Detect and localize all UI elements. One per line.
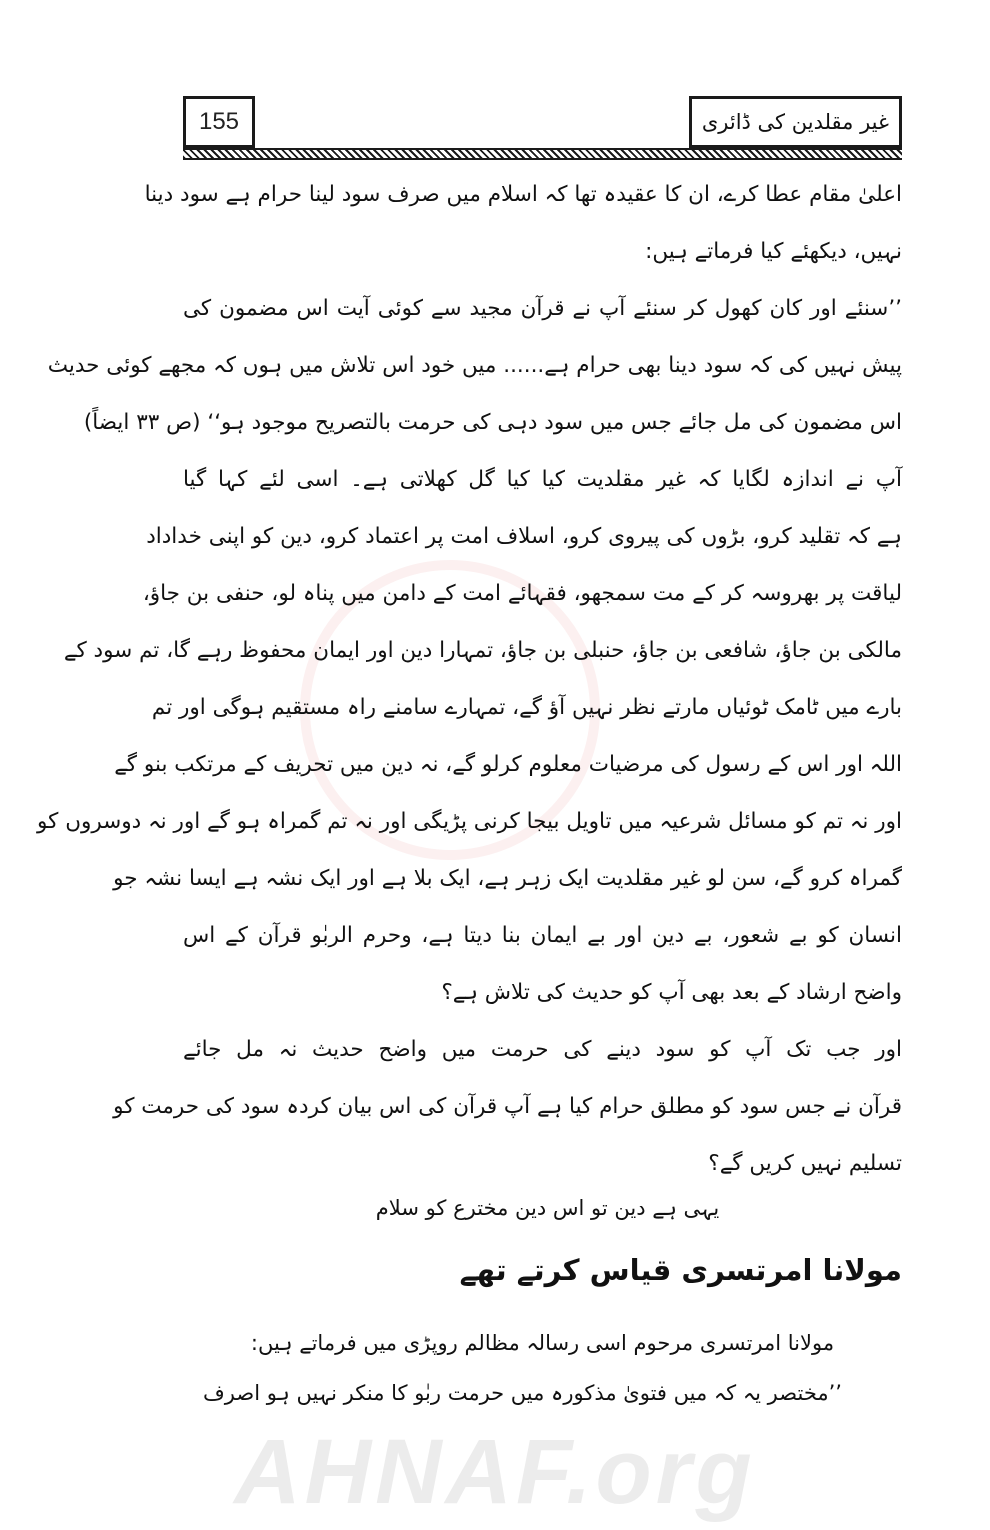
running-title: غیر مقلدین کی ڈائری [689,96,902,148]
section-line: ’’مختصر یہ کہ میں فتویٰ مذکورہ میں حرمت ربٰو کا منکر نہیں ہو اصرف [203,1381,842,1405]
page-number: 155 [183,96,255,148]
body-line: ہے کہ تقلید کرو، بڑوں کی پیروی کرو، اسلاف امت پر اعتماد کرو، دین کو اپنی خداداد [146,524,902,549]
body-text [37,166,902,1192]
section-line: مولانا امرتسری مرحوم اسی رسالہ مظالم روپڑی میں فرماتے ہیں: [250,1331,835,1355]
body-line: اس مضمون کی مل جائے جس میں سود دہی کی حرمت بالتصریح موجود ہو‘‘ (ص ۳۳ ایضاً) [83,410,902,435]
body-line: واضح ارشاد کے بعد بھی آپ کو حدیث کی تلاش ہے؟ [441,980,902,1005]
section-text [183,1318,902,1418]
header-divider [183,148,902,160]
body-line: ’’سنئے اور کان کھول کر سنئے آپ نے قرآن مجید سے کوئی آیت اس مضمون کی [183,296,902,321]
body-line: نہیں، دیکھئے کیا فرماتے ہیں: [645,239,902,264]
body-line: اور جب تک آپ کو سود دینے کی حرمت میں واضح حدیث نہ مل جائے [183,1037,902,1062]
site-watermark: AHNAF.org [234,1421,756,1523]
body-line: اعلیٰ مقام عطا کرے، ان کا عقیدہ تھا کہ اسلام میں صرف سود لینا حرام ہے سود دینا [144,182,902,207]
body-line: گمراہ کرو گے، سن لو غیر مقلدیت ایک زہر ہے، ایک بلا ہے اور ایک نشہ ہے ایسا نشہ جو [113,866,902,891]
body-line: اللہ اور اس کے رسول کی مرضیات معلوم کرلو گے، نہ دین میں تحریف کے مرتکب بنو گے [114,752,902,777]
body-line: آپ نے اندازہ لگایا کہ غیر مقلدیت کیا کیا گل کھلاتی ہے۔ اسی لئے کہا گیا [183,467,902,492]
section-heading: مولانا امرتسری قیاس کرتے تھے [459,1253,902,1287]
body-line: مالکی بن جاؤ، شافعی بن جاؤ، حنبلی بن جاؤ، تمہارا دین اور ایمان محفوظ رہے گا، تم سود کے [63,638,902,663]
body-line: انسان کو بے شعور، بے دین اور بے ایمان بنا دیتا ہے، وحرم الربٰو قرآن کے اس [183,923,902,948]
body-line: اور نہ تم کو مسائل شرعیہ میں تاویل بیجا کرنی پڑیگی اور نہ تم گمراہ ہو گے اور نہ دوسروں کو [37,809,902,834]
body-line: پیش نہیں کی کہ سود دینا بھی حرام ہے...... میں خود اس تلاش میں ہوں کہ مجھے کوئی حدیث [47,353,902,378]
body-line: تسلیم نہیں کریں گے؟ [708,1151,902,1176]
verse-couplet: یہی ہے دین تو اس دین مخترع کو سلام [375,1196,720,1220]
body-line: بارے میں ٹامک ٹوئیاں مارتے نظر نہیں آؤ گے، تمہارے سامنے راہ مستقیم ہوگی اور تم [151,695,902,720]
body-line: قرآن نے جس سود کو مطلق حرام کیا ہے آپ قرآن کی اس بیان کردہ سود کی حرمت کو [113,1094,902,1119]
body-line: لیاقت پر بھروسہ کر کے مت سمجھو، فقہائے امت کے دامن میں پناہ لو، حنفی بن جاؤ، [142,581,902,606]
